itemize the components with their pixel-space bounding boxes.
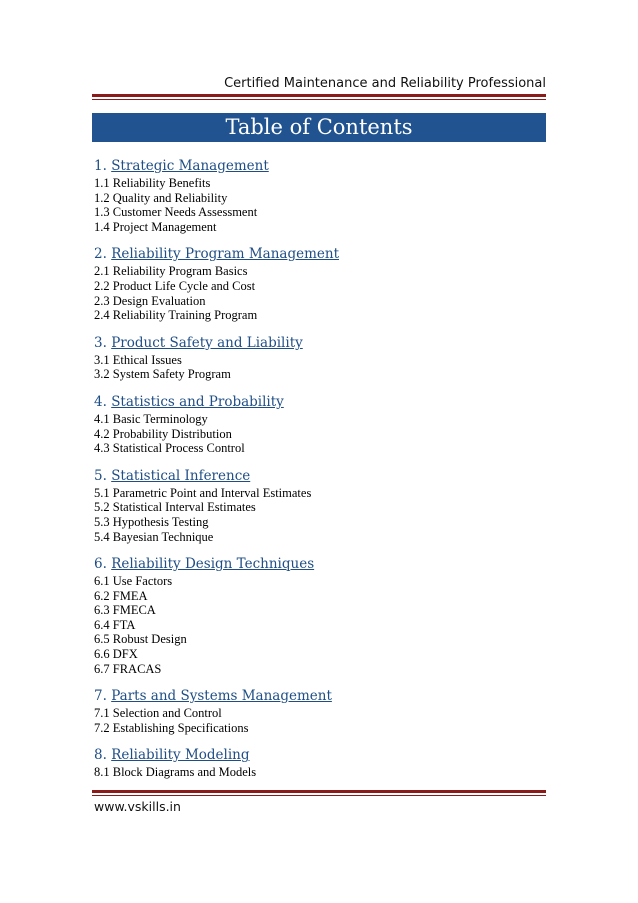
section-title-link[interactable]: Parts and Systems Management [111,688,332,705]
section-heading [94,467,544,486]
toc-subitem: 6.5 Robust Design [94,632,187,647]
toc-subitem: 4.1 Basic Terminology [94,411,208,426]
section-title-link[interactable]: Statistics and Probability [111,393,284,410]
section-number: 2. [94,246,107,263]
section-number: 6. [94,556,107,573]
footer-rule-thick [92,790,546,793]
toc-subitem: 1.1 Reliability Benefits [94,176,211,190]
toc-section [94,555,544,676]
toc-subitem: 6.7 FRACAS [94,661,162,676]
section-title-link[interactable]: Reliability Program Management [111,246,340,263]
section-heading [94,687,544,706]
toc-subitem: 4.2 Probability Distribution [94,426,232,441]
section-title-link[interactable]: Product Safety and Liability [111,334,303,351]
toc-section [94,245,544,322]
toc-section [94,334,544,382]
toc-section [94,687,544,735]
toc-subitem: 2.2 Product Life Cycle and Cost [94,278,256,293]
section-heading [94,555,544,574]
toc-subitem: 5.3 Hypothesis Testing [94,514,209,529]
section-title-link[interactable]: Reliability Modeling [111,747,250,764]
section-number: 7. [94,688,107,705]
toc-subitem: 1.3 Customer Needs Assessment [94,205,258,220]
section-heading [94,746,544,765]
section-title-link[interactable]: Strategic Management [111,158,269,174]
toc-subitem: 1.2 Quality and Reliability [94,190,228,205]
toc-subitem: 7.2 Establishing Specifications [94,720,249,735]
toc-subitem: 6.3 FMECA [94,603,156,618]
section-heading [94,245,544,264]
toc-subitem: 2.3 Design Evaluation [94,293,206,308]
toc-subitem: 6.1 Use Factors [94,574,173,589]
toc-subitem: 8.1 Block Diagrams and Models [94,765,257,780]
section-title-link[interactable]: Reliability Design Techniques [111,556,315,573]
toc-subitem: 6.4 FTA [94,617,136,632]
toc-subitem: 1.4 Project Management [94,219,217,234]
toc-title: Table of Contents [225,115,413,139]
section-number: 5. [94,467,107,484]
toc-subitem: 5.4 Bayesian Technique [94,529,214,544]
running-header: Certified Maintenance and Reliability Professional [224,76,546,91]
toc-section [94,467,544,544]
section-number: 4. [94,393,107,410]
footer-rule-thin [92,795,546,796]
toc-subitem: 2.4 Reliability Training Program [94,308,258,323]
toc-subitem: 4.3 Statistical Process Control [94,441,245,456]
toc-subitem: 2.1 Reliability Program Basics [94,264,248,279]
section-heading [94,157,544,176]
toc-section [94,157,544,234]
section-number: 3. [94,334,107,351]
section-number: 8. [94,747,107,764]
toc-subitem: 6.2 FMEA [94,588,148,603]
toc-section [94,746,544,780]
section-title-link[interactable]: Statistical Inference [111,467,251,484]
footer-url: www.vskills.in [94,799,181,814]
header-rule-thick [92,94,546,97]
header-rule-thin [92,99,546,100]
table-of-contents [94,157,544,780]
toc-subitem: 3.2 System Safety Program [94,367,231,382]
toc-title-bar [92,113,546,142]
toc-section [94,393,544,456]
toc-subitem: 6.6 DFX [94,647,138,662]
toc-subitem: 5.2 Statistical Interval Estimates [94,500,256,515]
toc-subitem: 5.1 Parametric Point and Interval Estimates [94,485,312,500]
toc-subitem: 3.1 Ethical Issues [94,352,182,367]
section-number: 1. [94,158,107,174]
section-heading [94,393,544,412]
section-heading [94,334,544,353]
toc-subitem: 7.1 Selection and Control [94,706,222,721]
